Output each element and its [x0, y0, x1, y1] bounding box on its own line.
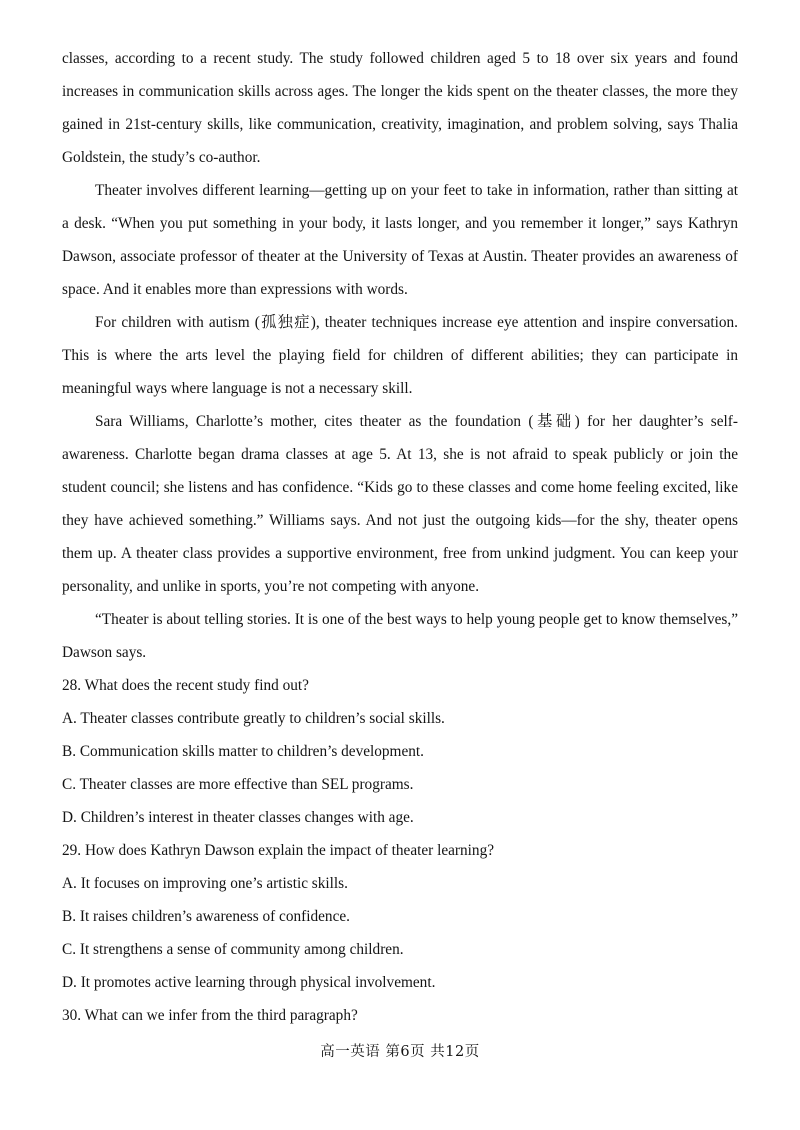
question-28-option-b: B. Communication skills matter to children’s development. [62, 743, 424, 760]
question-30-stem: 30. What can we infer from the third paragraph? [62, 1007, 358, 1024]
page-footer: 高一英语 第6页 共12页 [320, 1044, 480, 1060]
question-28-stem: 28. What does the recent study find out? [62, 677, 309, 694]
question-29-stem: 29. How does Kathryn Dawson explain the impact of theater learning? [62, 842, 495, 859]
question-28-option-c: C. Theater classes are more effective than SEL programs. [62, 776, 414, 793]
passage-paragraph-1: classes, according to a recent study. The study followed children aged 5 to 18 over six years and found increases in communication skills across ages. The longer the kids spent on the theater classes, the more they gained in 21st-century skills, like communication, creativity, imagination, and problem solving, says Thalia Goldstein, the study’s co-author. [62, 50, 738, 166]
passage-paragraph-2: Theater involves different learning—getting up on your feet to take in information, rather than sitting at a desk. “When you put something in your body, it lasts longer, and you remember it longer,” says Kathryn Dawson, associate professor of theater at the University of Texas at Austin. Theater provides an awareness of space. And it enables more than expressions with words. [62, 182, 738, 298]
question-28-option-a: A. Theater classes contribute greatly to children’s social skills. [62, 710, 445, 727]
passage-paragraph-3: For children with autism (孤独症), theater techniques increase eye attention and inspire conversation. This is where the arts level the playing field for children of different abilities; they can participate in meaningful ways where language is not a necessary skill. [62, 314, 738, 397]
question-29-option-d: D. It promotes active learning through physical involvement. [62, 974, 436, 991]
page-content [62, 42, 738, 1032]
passage-paragraph-4: Sara Williams, Charlotte’s mother, cites theater as the foundation (基础) for her daughter’s self-awareness. Charlotte began drama classes at age 5. At 13, she is not afraid to speak publicly or join the student council; she listens and has confidence. “Kids go to these classes and come home feeling excited, like they have achieved something.” Williams says. And not just the outgoing kids—for the shy, theater opens them up. A theater class provides a supportive environment, free from unkind judgment. You can keep your personality, and unlike in sports, you’re not competing with anyone. [62, 413, 738, 595]
question-29-option-c: C. It strengthens a sense of community among children. [62, 941, 404, 958]
question-29-option-b: B. It raises children’s awareness of confidence. [62, 908, 350, 925]
question-29-option-a: A. It focuses on improving one’s artistic skills. [62, 875, 348, 892]
question-28-option-d: D. Children’s interest in theater classes changes with age. [62, 809, 414, 826]
passage-paragraph-5: “Theater is about telling stories. It is one of the best ways to help young people get to know themselves,” Dawson says. [62, 611, 738, 661]
